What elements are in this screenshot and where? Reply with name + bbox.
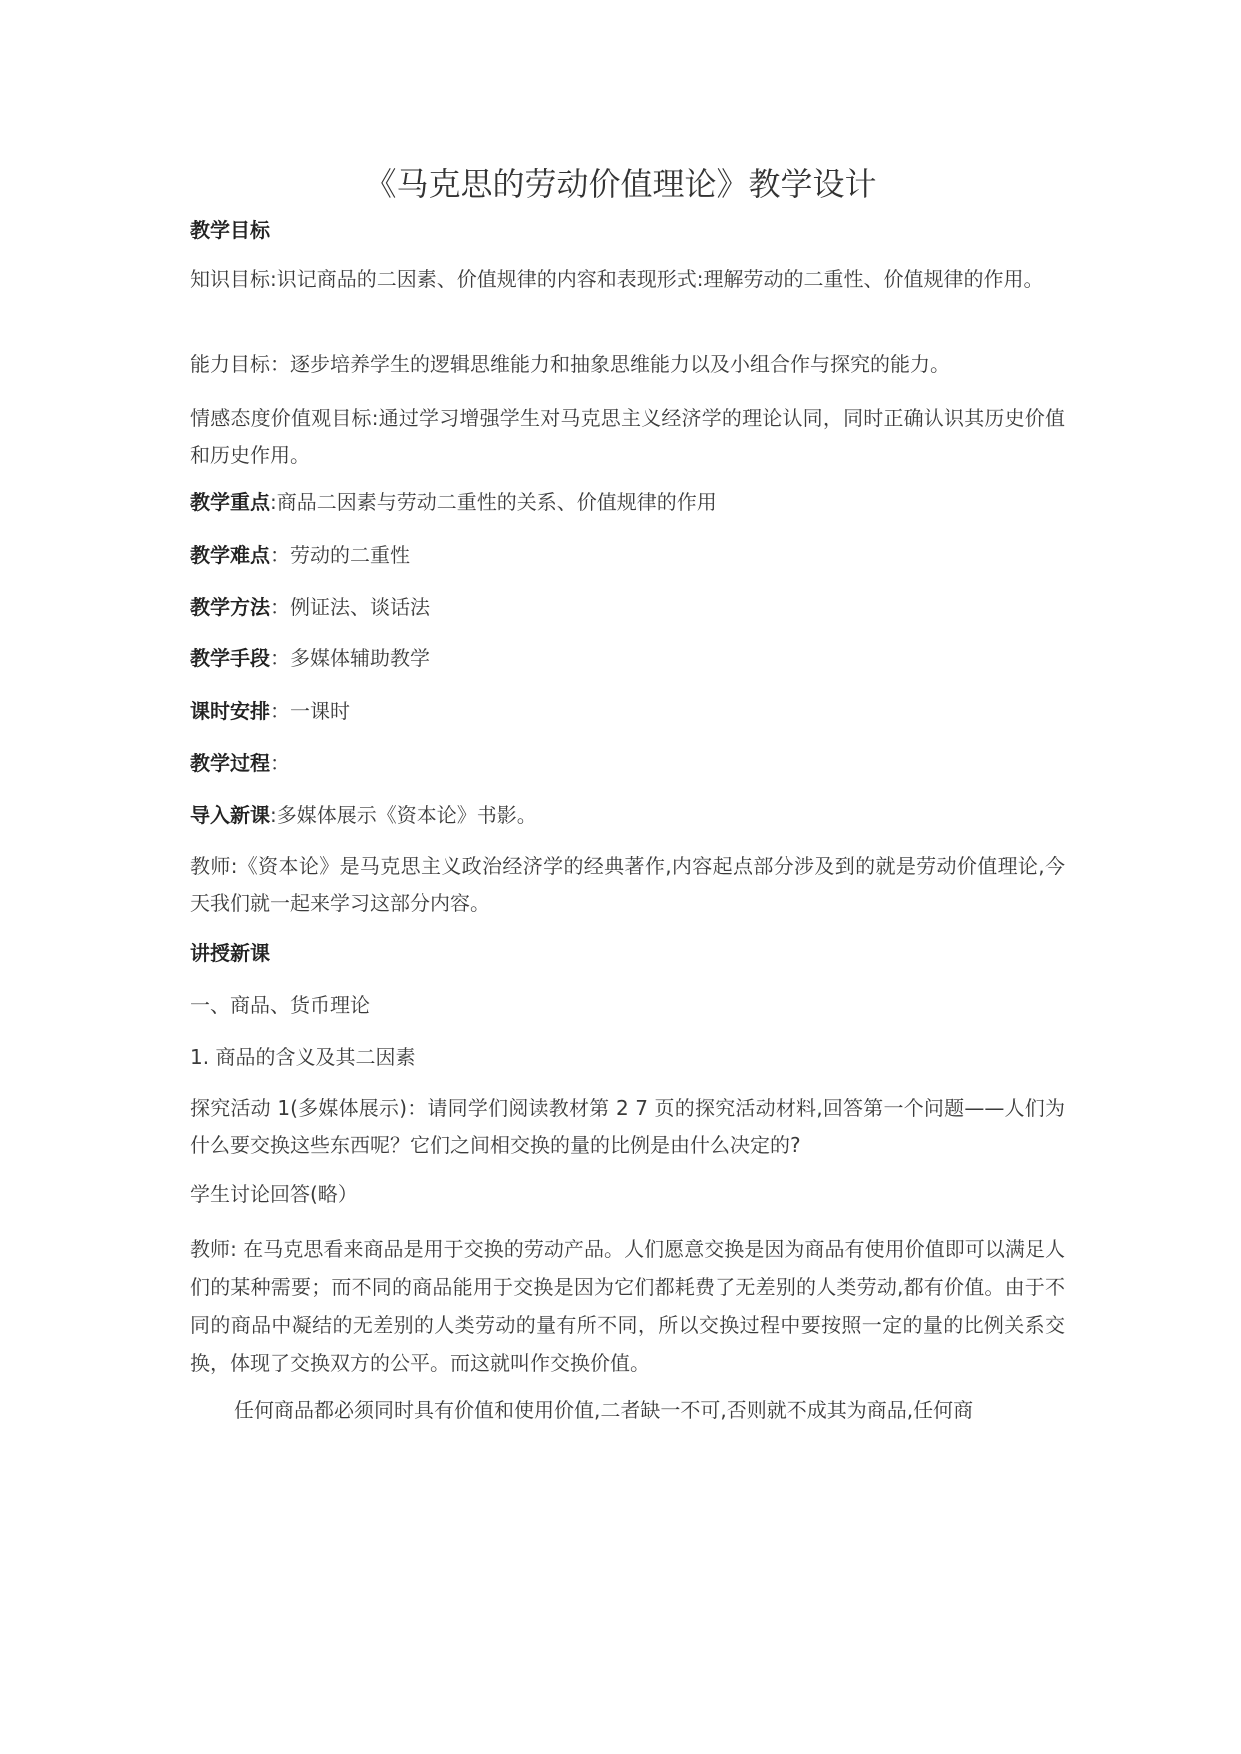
class-schedule-label: 课时安排 (190, 699, 270, 723)
lesson-intro-label: 导入新课 (190, 803, 270, 827)
teaching-key-point (190, 484, 1065, 521)
teaching-difficulty-label: 教学难点 (190, 543, 270, 567)
activity-1-paragraph: 探究活动 1(多媒体展示)：请同学们阅读教材第 2 7 页的探究活动材料,回答第一个问题——人们为什么要交换这些东西呢？它们之间相交换的量的比例是由什么决定的? (190, 1096, 1065, 1157)
teaching-process-label: 教学过程 (190, 751, 270, 775)
teaching-means-label: 教学手段 (190, 646, 270, 670)
lesson-intro (190, 797, 1065, 834)
document-title: 《马克思的劳动价值理论》教学设计 (364, 165, 877, 203)
teacher-explain-paragraph: 教师: 在马克思看来商品是用于交换的劳动产品。人们愿意交换是因为商品有使用价值即可以满足人们的某种需要；而不同的商品能用于交换是因为它们都耗费了无差别的人类劳动,都有价值。由于不同的商品中凝结的无差别的人类劳动的量有所不同，所以交换过程中要按照一定的量的比例关系交换，体现了交换双方的公平。而这就叫作交换价值。 (190, 1237, 1065, 1375)
teaching-difficulty-value: ：劳动的二重性 (270, 543, 410, 567)
knowledge-goal: 知识目标:识记商品的二因素、价值规律的内容和表现形式:理解劳动的二重性、价值规律的作用。 (190, 267, 1044, 291)
goals-heading: 教学目标 (190, 218, 270, 242)
teaching-process-value: ： (270, 751, 290, 775)
class-schedule (190, 693, 1065, 730)
teaching-method (190, 589, 1065, 626)
class-schedule-value: ：一课时 (270, 699, 350, 723)
last-paragraph-line: 任何商品都必须同时具有价值和使用价值,二者缺一不可,否则就不成其为商品,任何商 (234, 1398, 974, 1422)
teaching-difficulty (190, 537, 1065, 574)
ability-goal: 能力目标：逐步培养学生的逻辑思维能力和抽象思维能力以及小组合作与探究的能力。 (190, 352, 950, 376)
new-lesson-heading: 讲授新课 (190, 941, 270, 965)
section-heading-1: 一、商品、货币理论 (190, 993, 370, 1017)
teaching-key-point-value: :商品二因素与劳动二重性的关系、价值规律的作用 (270, 490, 717, 514)
teaching-key-point-label: 教学重点 (190, 490, 270, 514)
teaching-means (190, 640, 1065, 677)
teaching-method-value: ：例证法、谈话法 (270, 595, 430, 619)
student-answer: 学生讨论回答(略） (190, 1182, 358, 1206)
teaching-means-value: ：多媒体辅助教学 (270, 646, 430, 670)
teacher-intro-paragraph: 教师:《资本论》是马克思主义政治经济学的经典著作,内容起点部分涉及到的就是劳动价值理论,今天我们就一起来学习这部分内容。 (190, 854, 1065, 915)
lesson-intro-value: :多媒体展示《资本论》书影。 (270, 803, 537, 827)
teaching-process (190, 745, 1065, 782)
teaching-method-label: 教学方法 (190, 595, 270, 619)
subsection-heading-1: 1. 商品的含义及其二因素 (190, 1045, 416, 1069)
emotion-goal: 情感态度价值观目标:通过学习增强学生对马克思主义经济学的理论认同，同时正确认识其历史价值和历史作用。 (190, 406, 1065, 467)
